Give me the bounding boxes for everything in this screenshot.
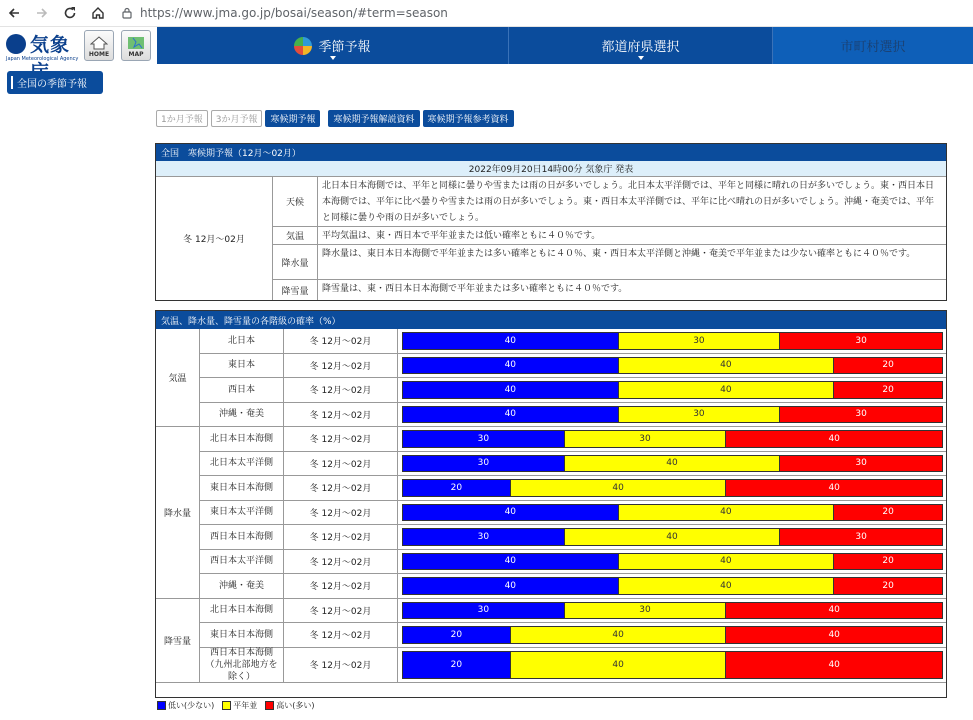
probability-low-segment: 40: [403, 333, 619, 349]
map-icon: [127, 36, 145, 50]
probability-bar: [402, 626, 943, 644]
probability-bar-cell: [398, 354, 946, 378]
probability-bar: [402, 479, 943, 497]
probability-normal-segment: 40: [619, 505, 835, 521]
chevron-down-icon: [330, 56, 336, 60]
probability-high-segment: 30: [780, 407, 942, 423]
probability-row: [200, 525, 946, 550]
probability-row: [200, 550, 946, 575]
legend-low-label: 低い(少ない): [168, 701, 215, 710]
nav-prefecture-select-label: 都道府県選択: [601, 40, 680, 55]
forecast-row-weather: [273, 177, 946, 227]
probability-row: [200, 452, 946, 477]
forecast-period: 冬 12月～02月: [156, 177, 273, 300]
probability-high-segment: 30: [780, 529, 942, 545]
probability-bar: [402, 455, 943, 473]
tab-cold-season-explanation[interactable]: 寒候期予報解説資料: [328, 110, 419, 127]
probability-bar: [402, 528, 943, 546]
probability-normal-segment: 40: [619, 382, 835, 398]
probability-normal-segment: 30: [565, 431, 727, 447]
lock-icon: [122, 7, 132, 19]
legend-low-swatch: [157, 701, 166, 710]
address-bar[interactable]: [122, 6, 448, 20]
map-button[interactable]: [121, 30, 151, 61]
probability-low-segment: 20: [403, 652, 511, 678]
period-label: 冬 12月～02月: [284, 648, 398, 682]
probability-bar: [402, 577, 943, 595]
probability-table: [155, 310, 947, 698]
legend-normal: [222, 700, 257, 711]
region-label: 沖縄・奄美: [200, 403, 284, 427]
region-label: 東日本日本海側: [200, 623, 284, 647]
probability-high-segment: 20: [834, 382, 942, 398]
tab-1month[interactable]: 1か月予報: [156, 110, 208, 127]
probability-bar-cell: [398, 452, 946, 476]
probability-low-segment: 30: [403, 456, 565, 472]
nav-prefecture-select[interactable]: [509, 27, 773, 64]
period-label: 冬 12月～02月: [284, 525, 398, 549]
probability-bar-cell: [398, 476, 946, 500]
probability-bar: [402, 357, 943, 375]
region-label: 東日本日本海側: [200, 476, 284, 500]
probability-row: [200, 378, 946, 403]
probability-row: [200, 599, 946, 624]
element-group-label: 降雪量: [156, 599, 200, 683]
forecast-row-precipitation: [273, 245, 946, 280]
page-title: 全国の季節予報: [7, 71, 103, 94]
probability-bar-cell: [398, 525, 946, 549]
probability-bar-cell: [398, 403, 946, 427]
probability-bar-cell: [398, 574, 946, 598]
map-button-label: MAP: [128, 51, 144, 58]
probability-bar-cell: [398, 427, 946, 451]
forecast-row-snowfall: [273, 280, 946, 300]
probability-row: [200, 403, 946, 428]
back-arrow-icon: [7, 6, 21, 20]
region-label: 北日本日本海側: [200, 427, 284, 451]
probability-bar: [402, 602, 943, 620]
forecast-row-text: 平均気温は、東・西日本で平年並または低い確率ともに４０％です。: [322, 231, 601, 241]
period-label: 冬 12月～02月: [284, 623, 398, 647]
legend-normal-swatch: [222, 701, 231, 710]
probability-low-segment: 20: [403, 480, 511, 496]
probability-bar-cell: [398, 648, 946, 682]
probability-bar: [402, 381, 943, 399]
forecast-row-label: 気温: [273, 227, 318, 244]
nav-season-forecast[interactable]: [157, 27, 509, 64]
probability-low-segment: 40: [403, 554, 619, 570]
top-navigation: [157, 27, 973, 64]
probability-high-segment: 40: [726, 652, 942, 678]
probability-high-segment: 20: [834, 578, 942, 594]
period-label: 冬 12月～02月: [284, 476, 398, 500]
probability-low-segment: 30: [403, 431, 565, 447]
legend: [157, 700, 323, 711]
probability-row: [200, 427, 946, 452]
region-label: 東日本太平洋側: [200, 501, 284, 525]
home-icon: [91, 6, 105, 20]
probability-high-segment: 40: [726, 603, 942, 619]
region-label: 西日本日本海側: [200, 525, 284, 549]
forecast-row-label: 天候: [273, 177, 318, 226]
probability-bar: [402, 332, 943, 350]
legend-high-swatch: [265, 701, 274, 710]
forecast-row-text: 北日本日本海側では、平年と同様に曇りや雪または雨の日が多いでしょう。北日本太平洋側では、平年と同様に晴れの日が多いでしょう。東・西日本日本海側では、平年に比べ曇りや雪または雨の日が多いでしょう。東・西日本太平洋側では、平年に比べ晴れの日が多いでしょう。沖縄・奄美では、平年と同様に曇りや雨の日が多いでしょう。: [322, 181, 935, 223]
forecast-row-text: 降雪量は、東・西日本日本海側で平年並または多い確率ともに４０％です。: [322, 284, 628, 294]
tab-cold-season-reference[interactable]: 寒候期予報参考資料: [423, 110, 514, 127]
probability-bar-cell: [398, 623, 946, 647]
probability-bar: [402, 504, 943, 522]
reload-button[interactable]: [56, 0, 84, 27]
logo-subtext: Japan Meteorological Agency: [6, 56, 79, 62]
probability-row: [200, 329, 946, 354]
probability-bar-cell: [398, 329, 946, 353]
probability-bar: [402, 651, 943, 679]
region-label: 西日本: [200, 378, 284, 402]
probability-low-segment: 40: [403, 407, 619, 423]
probability-normal-segment: 40: [511, 627, 727, 643]
probability-row: [200, 501, 946, 526]
probability-bar-cell: [398, 550, 946, 574]
legend-normal-label: 平年並: [233, 701, 258, 710]
forecast-summary-table: [155, 143, 947, 301]
legend-high-label: 高い(多い): [276, 701, 315, 710]
browser-toolbar: [0, 0, 973, 27]
jma-logo[interactable]: [6, 30, 84, 62]
probability-normal-segment: 40: [565, 456, 781, 472]
url-text: https://www.jma.go.jp/bosai/season/#term=season: [140, 6, 448, 20]
probability-normal-segment: 40: [511, 652, 727, 678]
period-label: 冬 12月～02月: [284, 354, 398, 378]
probability-normal-segment: 40: [619, 578, 835, 594]
probability-row: [200, 623, 946, 648]
probability-bar: [402, 406, 943, 424]
home-browser-button[interactable]: [84, 0, 112, 27]
region-label: 西日本太平洋側: [200, 550, 284, 574]
home-button[interactable]: [84, 30, 114, 61]
probability-high-segment: 40: [726, 480, 942, 496]
legend-low: [157, 700, 214, 711]
tab-cold-season[interactable]: 寒候期予報: [265, 110, 320, 127]
probability-bar: [402, 430, 943, 448]
probability-normal-segment: 40: [619, 358, 835, 374]
region-label: 北日本日本海側: [200, 599, 284, 623]
forward-arrow-icon: [35, 6, 49, 20]
probability-low-segment: 40: [403, 358, 619, 374]
nav-municipality-select-label: 市町村選択: [840, 40, 906, 55]
jma-logo-mark-icon: [6, 34, 26, 54]
probability-row: [200, 648, 946, 683]
region-label: 北日本: [200, 329, 284, 353]
period-label: 冬 12月～02月: [284, 550, 398, 574]
probability-normal-segment: 40: [511, 480, 727, 496]
forecast-summary-title: 全国 寒候期予報（12月～02月）: [156, 144, 946, 161]
probability-row: [200, 476, 946, 501]
probability-high-segment: 30: [780, 456, 942, 472]
probability-normal-segment: 30: [619, 333, 781, 349]
forecast-row-text: 降水量は、東日本日本海側で平年並または多い確率ともに４０％、東・西日本太平洋側と沖縄・奄美で平年並または少ない確率ともに４０％です。: [322, 249, 916, 259]
probability-high-segment: 20: [834, 554, 942, 570]
region-label: 西日本日本海側（九州北部地方を除く）: [200, 648, 284, 682]
house-icon: [90, 36, 108, 50]
probability-low-segment: 40: [403, 578, 619, 594]
probability-high-segment: 30: [780, 333, 942, 349]
home-button-label: HOME: [88, 51, 110, 58]
element-group-label: 降水量: [156, 427, 200, 599]
period-label: 冬 12月～02月: [284, 574, 398, 598]
probability-high-segment: 20: [834, 505, 942, 521]
probability-low-segment: 30: [403, 603, 565, 619]
probability-high-segment: 40: [726, 431, 942, 447]
probability-row: [200, 574, 946, 599]
probability-normal-segment: 30: [619, 407, 781, 423]
logo-text: 気象: [30, 34, 71, 56]
period-label: 冬 12月～02月: [284, 501, 398, 525]
probability-low-segment: 30: [403, 529, 565, 545]
probability-normal-segment: 40: [619, 554, 835, 570]
element-group-label: 気温: [156, 329, 200, 427]
tab-3month[interactable]: 3か月予報: [211, 110, 263, 127]
period-label: 冬 12月～02月: [284, 378, 398, 402]
probability-bar-cell: [398, 599, 946, 623]
back-button[interactable]: [0, 0, 28, 27]
probability-bar: [402, 553, 943, 571]
forward-button[interactable]: [28, 0, 56, 27]
forecast-row-label: 降雪量: [273, 280, 318, 300]
nav-season-forecast-label: 季節予報: [318, 40, 371, 55]
probability-normal-segment: 40: [565, 529, 781, 545]
season-forecast-icon: [294, 37, 312, 55]
forecast-row-temperature: [273, 227, 946, 245]
reload-icon: [63, 6, 77, 20]
period-label: 冬 12月～02月: [284, 599, 398, 623]
probability-bar-cell: [398, 501, 946, 525]
site-header: [0, 27, 973, 64]
probability-high-segment: 40: [726, 627, 942, 643]
nav-municipality-select: [773, 27, 973, 64]
probability-high-segment: 20: [834, 358, 942, 374]
forecast-row-label: 降水量: [273, 245, 318, 279]
period-label: 冬 12月～02月: [284, 452, 398, 476]
legend-high: [265, 700, 314, 711]
probability-low-segment: 40: [403, 505, 619, 521]
period-label: 冬 12月～02月: [284, 403, 398, 427]
probability-table-title: 気温、降水量、降雪量の各階級の確率（%）: [156, 311, 946, 329]
region-label: 北日本太平洋側: [200, 452, 284, 476]
probability-row: [200, 354, 946, 379]
chevron-down-icon: [638, 56, 644, 60]
forecast-tabs: [156, 110, 517, 127]
probability-low-segment: 40: [403, 382, 619, 398]
region-label: 沖縄・奄美: [200, 574, 284, 598]
probability-low-segment: 20: [403, 627, 511, 643]
region-label: 東日本: [200, 354, 284, 378]
period-label: 冬 12月～02月: [284, 427, 398, 451]
period-label: 冬 12月～02月: [284, 329, 398, 353]
probability-bar-cell: [398, 378, 946, 402]
probability-normal-segment: 30: [565, 603, 727, 619]
issue-time: 2022年09月20日14時00分 気象庁 発表: [156, 161, 946, 177]
